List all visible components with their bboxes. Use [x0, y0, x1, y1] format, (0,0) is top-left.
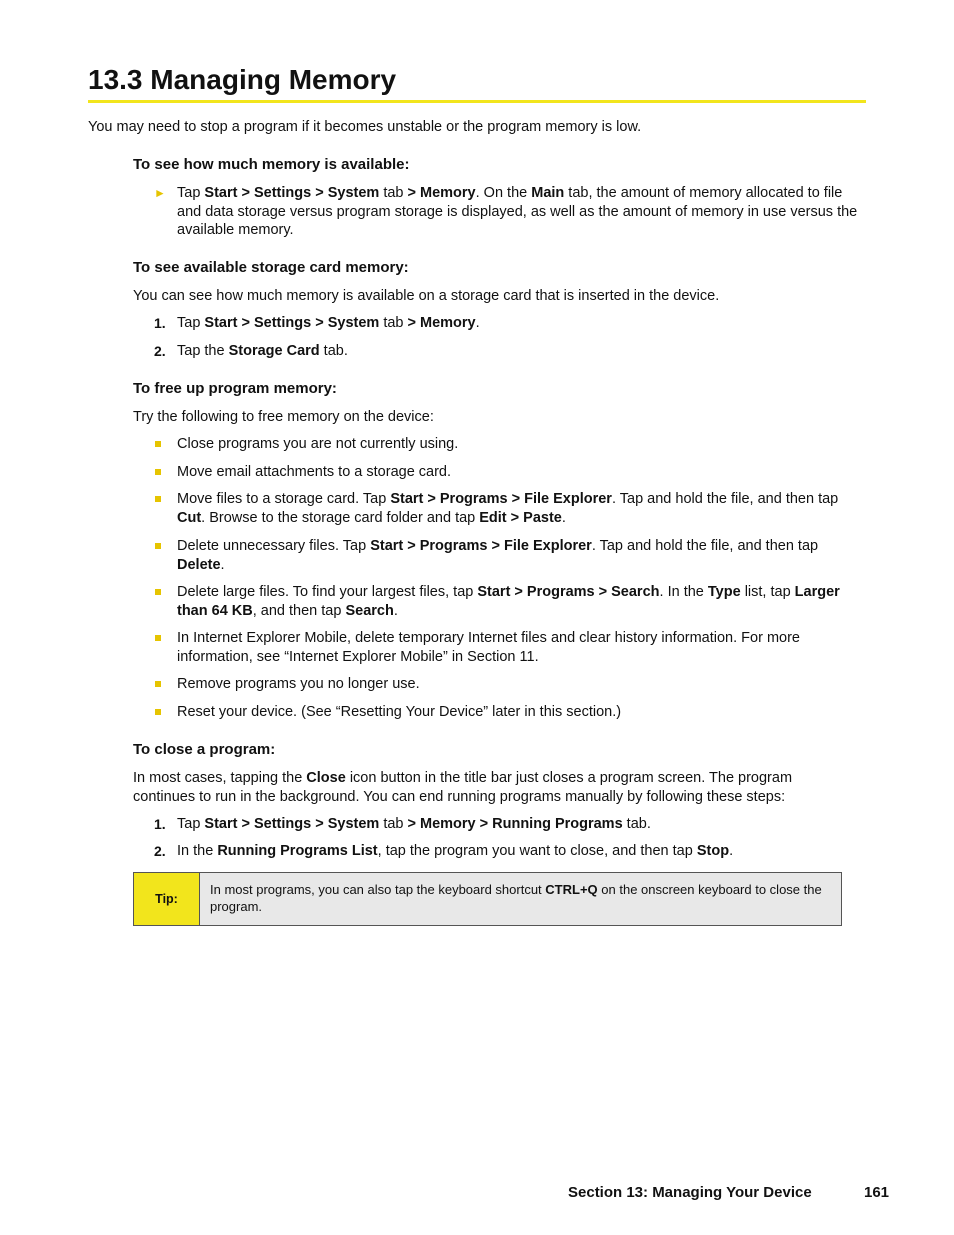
step-memory-available: Tap Start > Settings > System tab > Memory. On the Main tab, the amount of memory allocated to file and data storage versus program storage is displayed, as well as the amount of memory in use versus the available memory. — [177, 185, 858, 238]
list-item: Delete large files. To find your largest files, tap Start > Programs > Search. In the Type list, tap Larger than 64 KB, and then tap Search. — [177, 584, 840, 619]
bold-term: Close — [306, 770, 346, 786]
bold-term: Main — [531, 185, 565, 201]
close-program-intro: In most cases, tapping the Close icon button in the title bar just closes a program screen. The program continues to run in the background. You can end running programs manually by following these steps: — [133, 770, 793, 805]
tip-text: In most programs, you can also tap the keyboard shortcut CTRL+Q on the onscreen keyboard to close the program. — [210, 882, 822, 914]
list-item: Delete unnecessary files. Tap Start > Programs > File Explorer. Tap and hold the file, and then tap Delete. — [177, 538, 819, 573]
page-title: 13.3 Managing Memory — [88, 62, 866, 103]
bold-term: Start > Settings > System — [204, 185, 380, 201]
bold-term: Start > Programs > File Explorer — [390, 491, 612, 507]
bold-term: Search — [345, 602, 394, 619]
bold-term: Start > Settings > System — [204, 315, 380, 331]
step-number: 2. — [154, 343, 166, 359]
step-number: 1. — [154, 816, 166, 832]
close-step-2: In the Running Programs List, tap the program you want to close, and then tap Stop. — [177, 843, 734, 859]
list-item: Move email attachments to a storage card. — [177, 464, 452, 480]
bold-term: Delete — [177, 556, 221, 573]
step-number: 1. — [154, 315, 166, 331]
list-item: In Internet Explorer Mobile, delete temporary Internet files and clear history information. For more information, see “Internet Explorer Mobile” in Section 11. — [177, 630, 800, 665]
bold-term: > Memory > Running Programs — [407, 816, 623, 832]
square-bullet-icon — [155, 496, 161, 502]
free-memory-intro: Try the following to free memory on the device: — [133, 409, 434, 425]
heading-free-memory: To free up program memory: — [133, 380, 337, 397]
heading-memory-available: To see how much memory is available: — [133, 156, 410, 173]
heading-close-program: To close a program: — [133, 741, 276, 758]
storage-card-intro: You can see how much memory is available on a storage card that is inserted in the device. — [133, 288, 720, 304]
square-bullet-icon — [155, 681, 161, 687]
tip-box — [133, 872, 842, 926]
bold-term: Start > Settings > System — [204, 816, 380, 832]
square-bullet-icon — [155, 543, 161, 549]
close-step-1: Tap Start > Settings > System tab > Memory > Running Programs tab. — [177, 816, 651, 832]
square-bullet-icon — [155, 589, 161, 595]
list-item: Move files to a storage card. Tap Start > Programs > File Explorer. Tap and hold the file, and then tap Cut. Browse to the storage card folder and tap Edit > Paste. — [177, 491, 839, 526]
list-item: Remove programs you no longer use. — [177, 676, 420, 692]
bold-term: Running Programs List — [217, 843, 378, 859]
list-item: Close programs you are not currently using. — [177, 436, 459, 452]
footer-section: Section 13: Managing Your Device — [568, 1184, 812, 1201]
bold-term: Start > Programs > Search — [477, 584, 660, 600]
bold-term: Start > Programs > File Explorer — [370, 538, 592, 554]
heading-storage-card-memory: To see available storage card memory: — [133, 259, 409, 276]
square-bullet-icon — [155, 635, 161, 641]
bold-term: Cut — [177, 509, 202, 526]
square-bullet-icon — [155, 709, 161, 715]
list-item: Reset your device. (See “Resetting Your Device” later in this section.) — [177, 704, 622, 720]
bold-term: Type — [707, 584, 741, 600]
square-bullet-icon — [155, 441, 161, 447]
arrow-bullet-icon: ► — [154, 186, 166, 200]
square-bullet-icon — [155, 469, 161, 475]
storage-step-2: Tap the Storage Card tab. — [177, 343, 348, 359]
intro-text: You may need to stop a program if it becomes unstable or the program memory is low. — [88, 119, 642, 135]
storage-step-1: Tap Start > Settings > System tab > Memory. — [177, 315, 480, 331]
bold-term: Storage Card — [228, 343, 320, 359]
bold-term: CTRL+Q — [545, 882, 598, 897]
bold-term: > Memory — [407, 185, 476, 201]
bold-term: > Memory — [407, 315, 476, 331]
tip-label: Tip: — [134, 873, 200, 925]
step-number: 2. — [154, 843, 166, 859]
bold-term: Stop — [696, 843, 730, 859]
page-number: 161 — [864, 1184, 890, 1201]
bold-term: Edit > Paste — [479, 509, 562, 526]
bold-term: Larger than 64 KB — [177, 584, 840, 619]
